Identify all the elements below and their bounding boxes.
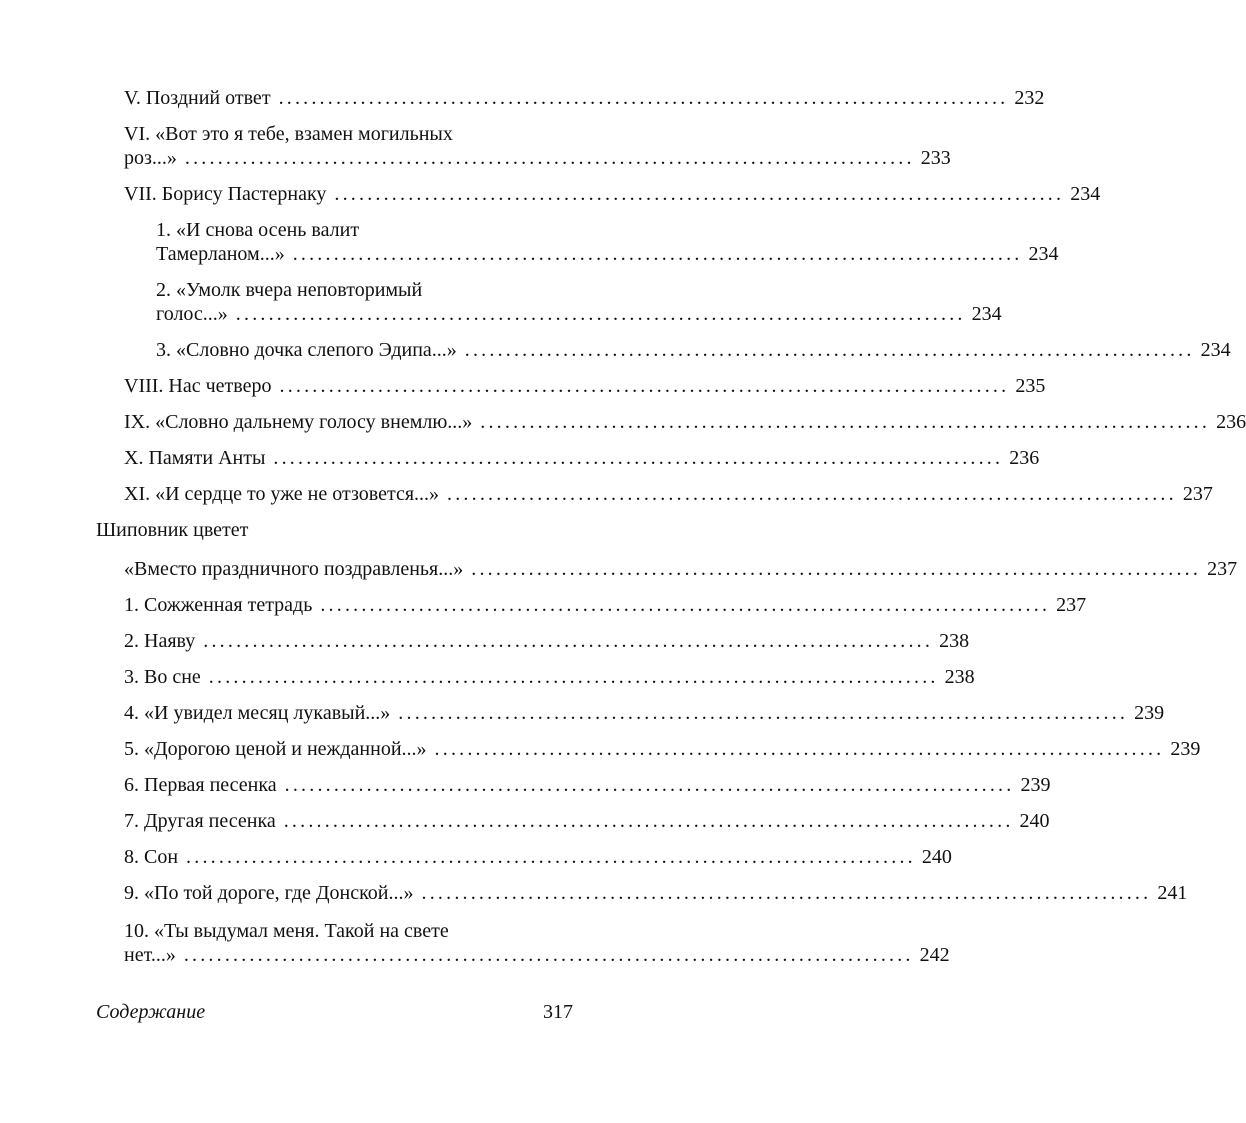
dot-leader: ......................................................................................... (334, 183, 1065, 205)
toc-entry (156, 338, 1231, 362)
running-footer-page-number: 317 (543, 1001, 573, 1023)
toc-entry-title: 3. Во сне (124, 666, 201, 688)
dot-leader: ......................................................................................... (273, 447, 1004, 469)
toc-entry-title: 1. «И снова осень валит (156, 219, 360, 241)
dot-leader: ......................................................................................... (203, 630, 934, 652)
toc-entry (156, 278, 1002, 326)
toc-entry-title: XI. «И сердце то уже не отзовется...» (124, 483, 440, 505)
dot-leader: ......................................................................................... (278, 87, 1009, 109)
dot-leader: ......................................................................................... (480, 411, 1211, 433)
dot-leader: ......................................................................................... (284, 774, 1015, 796)
dot-leader: ......................................................................................... (279, 375, 1010, 397)
toc-entry (124, 773, 1051, 797)
toc-entry (156, 218, 1059, 266)
toc-entry (124, 737, 1201, 761)
toc-entry-title-cont: роз...» (124, 147, 177, 169)
toc-entry-title-cont: Тамерланом...» (156, 243, 285, 265)
toc-entry-page: 238 (944, 666, 975, 688)
toc-entry-title: «Вместо праздничного поздравленья...» (124, 558, 464, 580)
toc-entry-title: X. Памяти Анты (124, 447, 266, 469)
dot-leader: ......................................................................................... (292, 243, 1023, 265)
toc-entry-page: 235 (1015, 375, 1046, 397)
dot-leader: ......................................................................................... (447, 483, 1177, 505)
toc-entry-page: 238 (939, 630, 970, 652)
toc-entry (124, 482, 1213, 506)
toc-entry (124, 845, 952, 869)
toc-entry-page: 240 (921, 846, 952, 868)
toc-entry-title-cont: нет...» (124, 944, 176, 966)
toc-entry-title: IX. «Словно дальнему голосу внемлю...» (124, 411, 473, 433)
toc-entry-page: 234 (1200, 339, 1231, 361)
toc-entry-page: 240 (1019, 810, 1050, 832)
toc-entry (124, 86, 1045, 110)
dot-leader: ......................................................................................... (208, 666, 939, 688)
toc-entry (124, 665, 975, 689)
section-heading: Шиповник цветет (96, 519, 249, 541)
toc-entry-page: 239 (1170, 738, 1201, 760)
toc-entry-page: 239 (1020, 774, 1051, 796)
toc-entry (124, 446, 1040, 470)
toc-entry (124, 557, 1238, 581)
toc-entry-page: 239 (1134, 702, 1165, 724)
toc-entry-title: 10. «Ты выдумал меня. Такой на свете (124, 920, 449, 942)
toc-entry-title: 3. «Словно дочка слепого Эдипа...» (156, 339, 457, 361)
dot-leader: ......................................................................................... (183, 944, 914, 966)
dot-leader: ......................................................................................... (398, 702, 1129, 724)
toc-entry-title: 8. Сон (124, 846, 179, 868)
toc-entry-title: 9. «По той дороге, где Донской...» (124, 882, 414, 904)
toc-entry (124, 374, 1046, 398)
toc-entry (124, 809, 1050, 833)
running-footer-title: Содержание (96, 1001, 206, 1023)
toc-entry-page: 234 (1070, 183, 1101, 205)
toc-entry-page: 237 (1182, 483, 1213, 505)
toc-entry-title: V. Поздний ответ (124, 87, 271, 109)
dot-leader: ......................................................................................... (421, 882, 1152, 904)
toc-entry-title: 1. Сожженная тетрадь (124, 594, 313, 616)
toc-entry (124, 410, 1246, 434)
dot-leader: ......................................................................................... (471, 558, 1202, 580)
toc-entry-title: 4. «И увидел месяц лукавый...» (124, 702, 391, 724)
toc-entry (124, 629, 970, 653)
toc-entry (124, 881, 1188, 905)
dot-leader: ......................................................................................... (434, 738, 1165, 760)
toc-entry-page: 232 (1014, 87, 1045, 109)
toc-entry (124, 122, 951, 170)
toc-entry (124, 701, 1165, 725)
dot-leader: ......................................................................................... (184, 147, 915, 169)
toc-entry-page: 241 (1157, 882, 1188, 904)
toc-entry (124, 182, 1101, 206)
toc-entry-title: VII. Борису Пастернаку (124, 183, 327, 205)
toc-entry-title: 2. Наяву (124, 630, 196, 652)
toc-entry-title: 5. «Дорогою ценой и нежданной...» (124, 738, 427, 760)
toc-entry-page: 233 (920, 147, 951, 169)
toc-entry-page: 237 (1056, 594, 1087, 616)
toc-entry-page: 236 (1009, 447, 1040, 469)
toc-entry-title: 7. Другая песенка (124, 810, 276, 832)
toc-entry (124, 593, 1087, 617)
toc-entry-page: 237 (1207, 558, 1238, 580)
toc-entry-title: VI. «Вот это я тебе, взамен могильных (124, 123, 453, 145)
toc-entry-page: 236 (1216, 411, 1246, 433)
toc-entry-title: 2. «Умолк вчера неповторимый (156, 279, 423, 301)
toc-entry-title: VIII. Нас четверо (124, 375, 272, 397)
dot-leader: ......................................................................................... (186, 846, 916, 868)
dot-leader: ......................................................................................... (235, 303, 966, 325)
toc-entry (124, 919, 950, 967)
dot-leader: ......................................................................................... (320, 594, 1051, 616)
toc-entry-page: 234 (1028, 243, 1059, 265)
toc-entry-title: 6. Первая песенка (124, 774, 277, 796)
dot-leader: ......................................................................................... (283, 810, 1014, 832)
toc-entry-page: 234 (971, 303, 1002, 325)
toc-entry-title-cont: голос...» (156, 303, 228, 325)
dot-leader: ......................................................................................... (464, 339, 1195, 361)
toc-entry-page: 242 (919, 944, 950, 966)
